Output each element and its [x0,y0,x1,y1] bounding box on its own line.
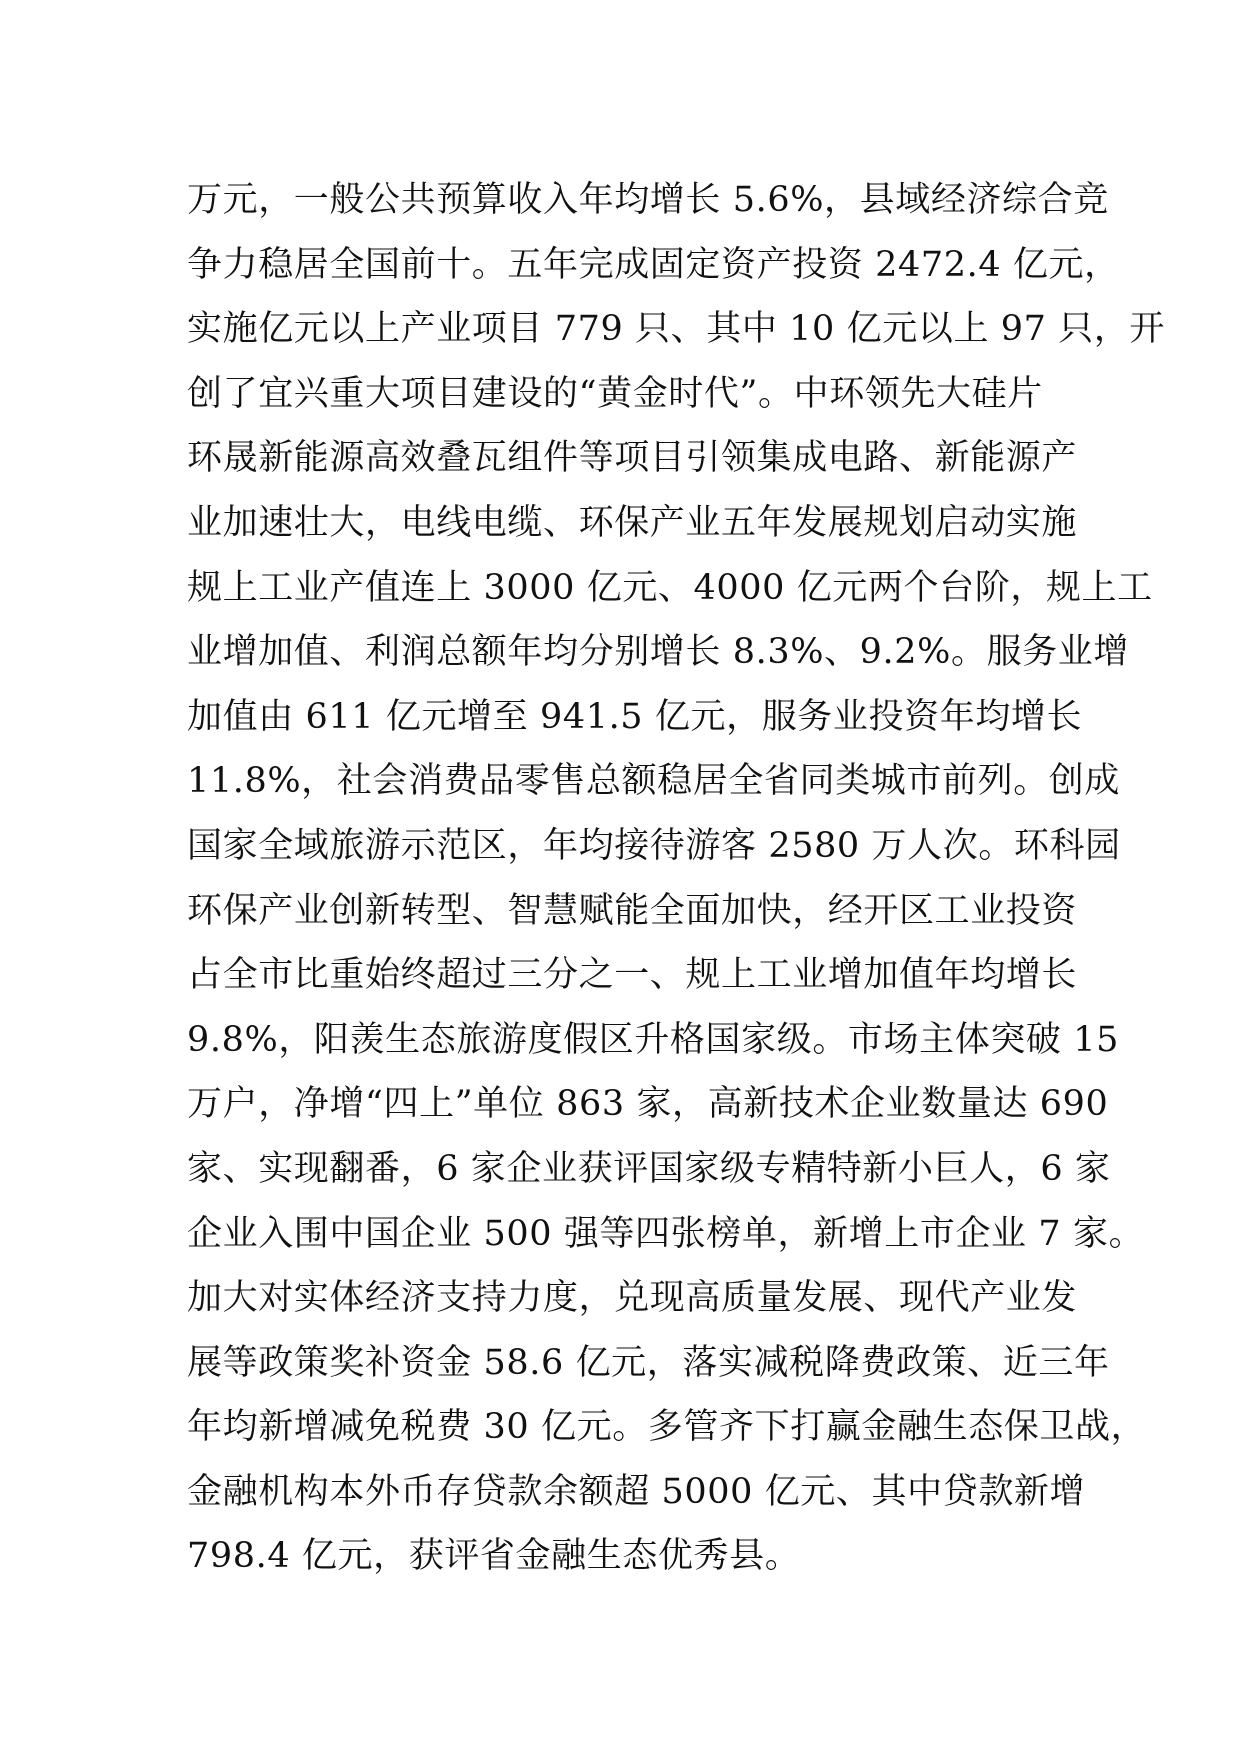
text-line-13: 占全市比重始终超过三分之一、规上工业增加值年均增长 [187,955,1078,996]
text-line-1: 万元，一般公共预算收入年均增长 5.6%，县域经济综合竞 [187,180,1109,220]
text-line-16: 家、实现翻番，6 家企业获评国家级专精特新小巨人，6 家 [187,1148,1111,1189]
text-line-18: 加大对实体经济支持力度，兑现高质量发展、现代产业发 [187,1278,1078,1319]
text-line-7: 规上工业产值连上 3000 亿元、4000 亿元两个台阶，规上工 [187,567,1153,608]
text-line-17: 企业入围中国企业 500 强等四张榜单，新增上市企业 7 家。 [187,1213,1145,1254]
text-line-4: 创了宜兴重大项目建设的“黄金时代”。中环领先大硅片 [187,373,1043,414]
text-line-9: 加值由 611 亿元增至 941.5 亿元，服务业投资年均增长 [187,696,1083,737]
body-paragraph [187,168,1166,1589]
text-line-12: 环保产业创新转型、智慧赋能全面加快，经开区工业投资 [187,890,1078,931]
text-line-21: 金融机构本外币存贷款余额超 5000 亿元、其中贷款新增 [187,1471,1086,1512]
text-line-14: 9.8%，阳羡生态旅游度假区升格国家级。市场主体突破 15 [187,1019,1119,1060]
text-line-5: 环晟新能源高效叠瓦组件等项目引领集成电路、新能源产 [187,438,1078,479]
text-line-10: 11.8%，社会消费品零售总额稳居全省同类城市前列。创成 [187,761,1120,802]
text-line-8: 业增加值、利润总额年均分别增长 8.3%、9.2%。服务业增 [187,632,1129,673]
text-line-15: 万户，净增“四上”单位 863 家，高新技术企业数量达 690 [187,1084,1109,1125]
text-line-19: 展等政策奖补资金 58.6 亿元，落实减税降费政策、近三年 [187,1342,1110,1383]
text-line-22: 798.4 亿元，获评省金融生态优秀县。 [187,1536,801,1577]
text-line-11: 国家全域旅游示范区，年均接待游客 2580 万人次。环科园 [187,825,1121,866]
text-line-2: 争力稳居全国前十。五年完成固定资产投资 2472.4 亿元， [187,244,1120,285]
text-line-3: 实施亿元以上产业项目 779 只、其中 10 亿元以上 97 只，开 [187,309,1166,350]
text-line-6: 业加速壮大，电线电缆、环保产业五年发展规划启动实施 [187,502,1078,543]
text-line-20: 年均新增减免税费 30 亿元。多管齐下打赢金融生态保卫战， [187,1407,1147,1448]
